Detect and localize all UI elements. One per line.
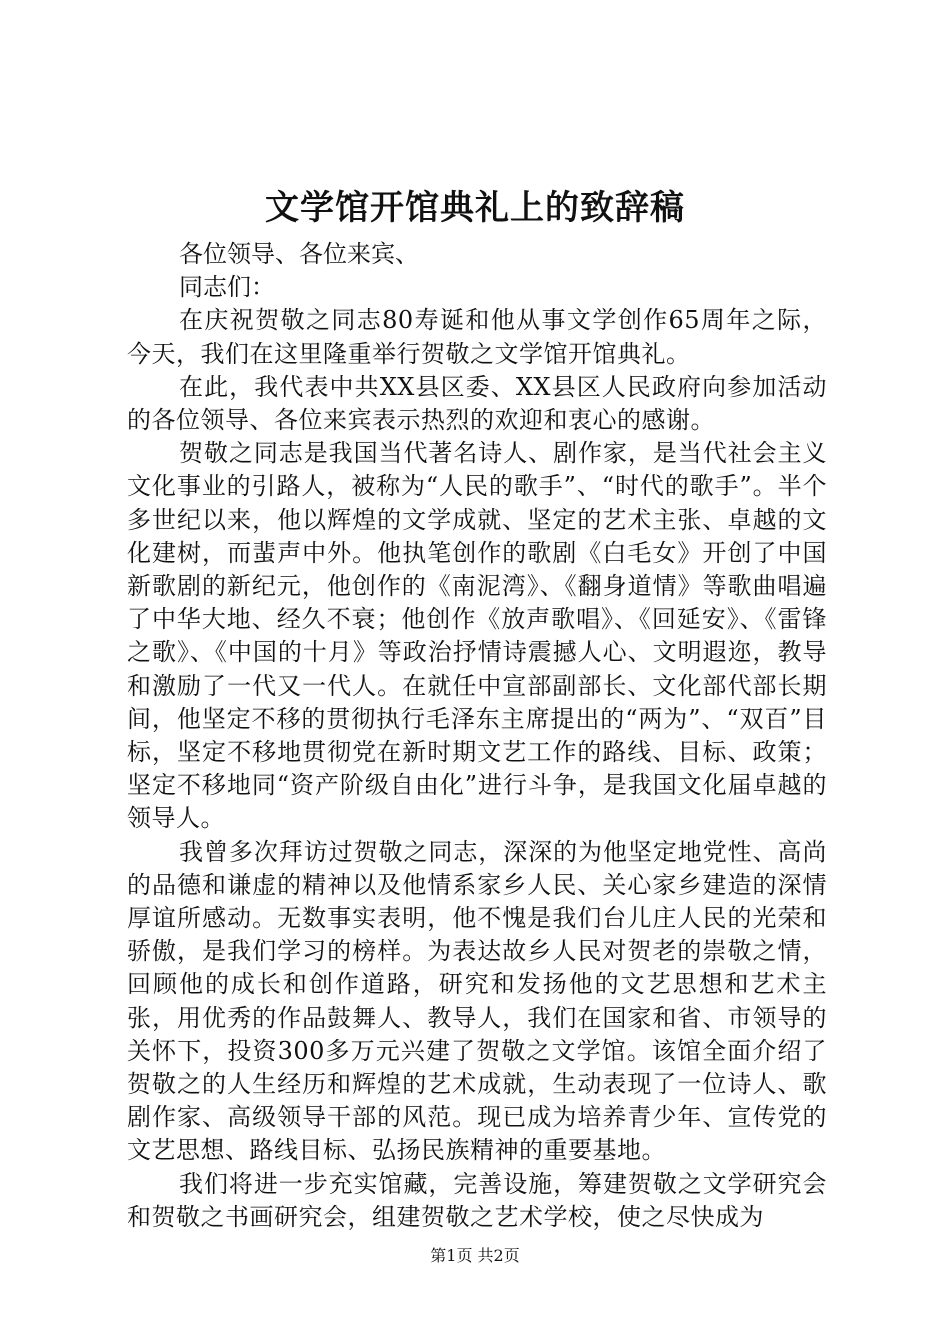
paragraph: 在此，我代表中共XX县区委、XX县区人民政府向参加活动的各位领导、各位来宾表示热烈的欢迎和衷心的感谢。: [127, 372, 827, 435]
document-body: [127, 238, 827, 1234]
paragraph: 在庆祝贺敬之同志80寿诞和他从事文学创作65周年之际，今天，我们在这里隆重举行贺敬之文学馆开馆典礼。: [127, 306, 827, 368]
document-title: 文学馆开馆典礼上的致辞稿: [265, 188, 685, 228]
paragraph: 贺敬之同志是我国当代著名诗人、剧作家，是当代社会主义文化事业的引路人，被称为“人民的歌手”、“时代的歌手”。半个多世纪以来，他以辉煌的文学成就、坚定的艺术主张、卓越的文化建树，而蜚声中外。他执笔创作的歌剧《白毛女》开创了中国新歌剧的新纪元，他创作的《南泥湾》、《翻身道情》等歌曲唱遍了中华大地、经久不衰；他创作《放声歌唱》、《回延安》、《雷锋之歌》、《中国的十月》等政治抒情诗震撼人心、文明遐迩，教导和激励了一代又一代人。在就任中宣部副部长、文化部代部长期间，他坚定不移的贯彻执行毛泽东主席提出的“两为”、“双百”目标，坚定不移地贯彻党在新时期文艺工作的路线、目标、政策；坚定不移地同“资产阶级自由化”进行斗争，是我国文化届卓越的领导人。: [127, 439, 827, 833]
paragraph: 我们将进一步充实馆藏，完善设施，筹建贺敬之文学研究会和贺敬之书画研究会，组建贺敬之艺术学校，使之尽快成为: [127, 1169, 827, 1231]
salutation-line: 同志们：: [179, 273, 275, 302]
page-number-footer: 第1页 共2页: [430, 1246, 520, 1265]
paragraph: 我曾多次拜访过贺敬之同志，深深的为他坚定地党性、高尚的品德和谦虚的精神以及他情系家乡人民、关心家乡建造的深情厚谊所感动。无数事实表明，他不愧是我们台儿庄人民的光荣和骄傲，是我们学习的榜样。为表达故乡人民对贺老的崇敬之情，回顾他的成长和创作道路，研究和发扬他的文艺思想和艺术主张，用优秀的作品鼓舞人、教导人，我们在国家和省、市领导的关怀下，投资300多万元兴建了贺敬之文学馆。该馆全面介绍了贺敬之的人生经历和辉煌的艺术成就，生动表现了一位诗人、歌剧作家、高级领导干部的风范。现已成为培养青少年、宣传党的文艺思想、路线目标、弘扬民族精神的重要基地。: [127, 837, 827, 1165]
salutation-line: 各位领导、各位来宾、: [179, 240, 419, 268]
